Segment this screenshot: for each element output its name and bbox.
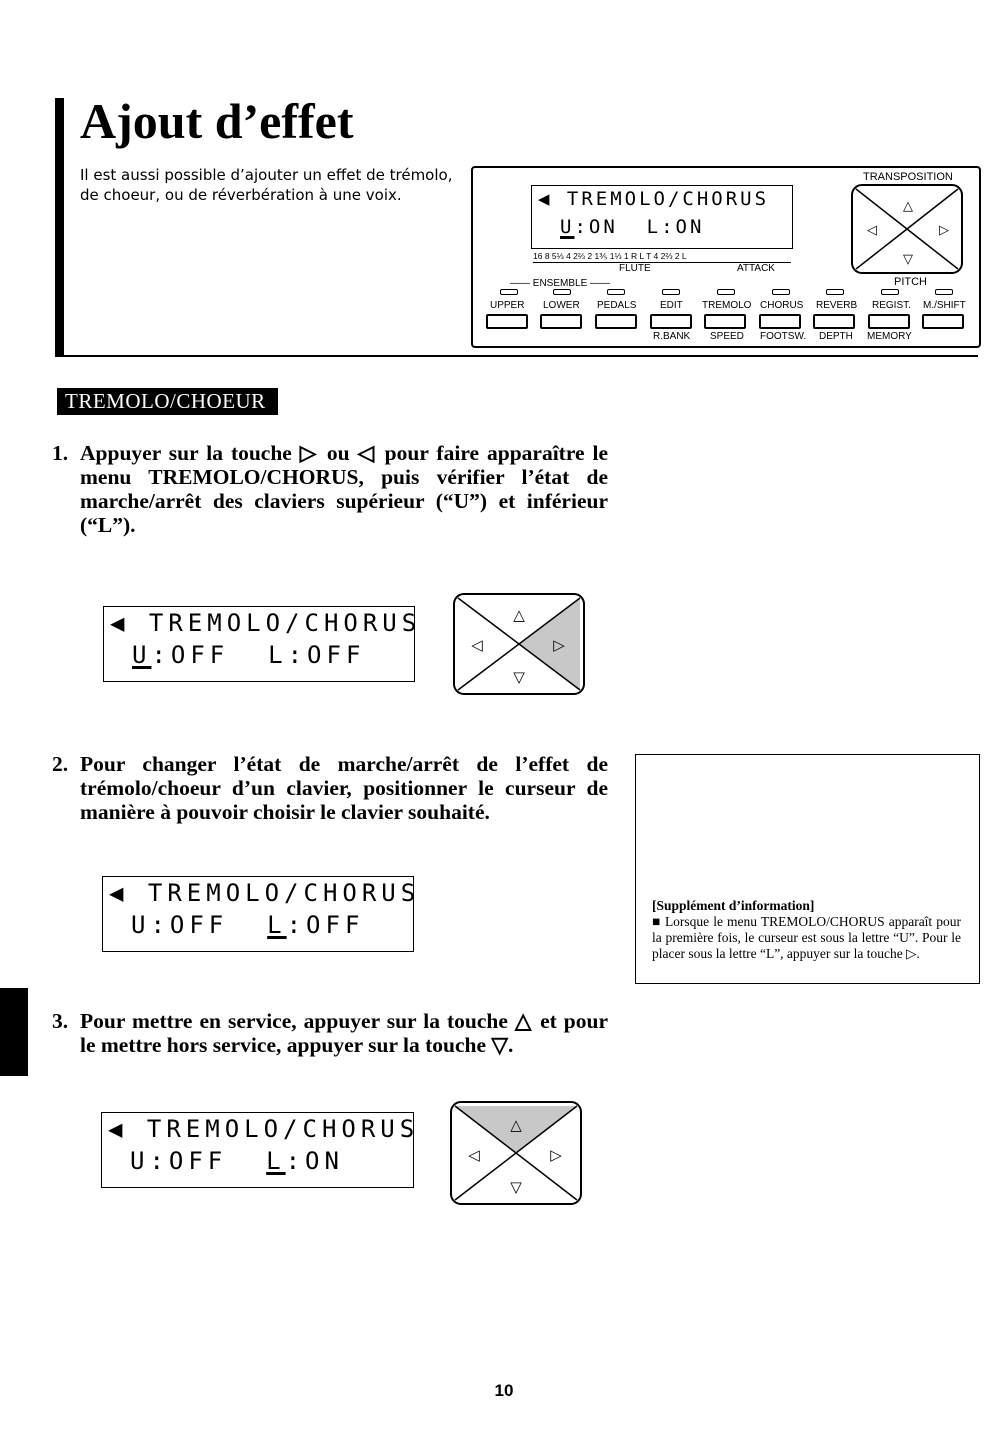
button-label-edit: EDIT <box>660 300 683 311</box>
arrow-pad-step1 <box>452 592 586 696</box>
led <box>881 289 899 295</box>
button-label-regist: REGIST. <box>872 300 911 311</box>
button-label-lower: LOWER <box>543 300 580 311</box>
button-label-tremolo: TREMOLO <box>702 300 752 311</box>
flute-label: FLUTE <box>619 263 651 274</box>
down-icon: ▽ <box>513 668 525 686</box>
tremolo-button[interactable] <box>704 314 746 329</box>
cursor-arrow-icon: ◀ <box>109 879 129 907</box>
transposition-label: TRANSPOSITION <box>863 171 953 183</box>
step-text: Pour mettre en service, appuyer sur la touche △ et pour le mettre hors service, appuyer sur la touche ▽. <box>80 1009 608 1057</box>
led <box>935 289 953 295</box>
side-tab <box>0 988 28 1076</box>
step-3 <box>52 1009 608 1057</box>
led <box>607 289 625 295</box>
cursor-arrow-icon: ◀ <box>110 609 130 637</box>
supplement-heading: [Supplément d’information] <box>652 898 815 913</box>
bullet-icon: ■ <box>652 914 661 929</box>
step-2 <box>52 752 608 824</box>
down-icon: ▽ <box>510 1178 522 1196</box>
pedals-button[interactable] <box>595 314 637 329</box>
intro-text: Il est aussi possible d’ajouter un effet de trémolo, de choeur, ou de réverbération à une voix. <box>80 166 453 204</box>
step-number: 2. <box>52 752 69 776</box>
step-number: 3. <box>52 1009 69 1033</box>
panel-lcd <box>531 185 793 249</box>
button-label-pedals: PEDALS <box>597 300 637 311</box>
reverb-button[interactable] <box>813 314 855 329</box>
pitch-label: PITCH <box>894 276 927 288</box>
button-label-upper: UPPER <box>490 300 525 311</box>
button-sublabel-footsw: FOOTSW. <box>760 331 807 342</box>
panel-arrow-pad <box>850 183 964 275</box>
led <box>500 289 518 295</box>
led <box>662 289 680 295</box>
panel-lcd-line1: ◀ TREMOLO/CHORUS <box>538 188 770 210</box>
step-1 <box>52 441 608 537</box>
up-icon: △ <box>510 1116 522 1134</box>
mshift-button[interactable] <box>922 314 964 329</box>
edit-button[interactable] <box>650 314 692 329</box>
supplement-body: Lorsque le menu TREMOLO/CHORUS apparaît pour la première fois, le curseur est sous la lettre “U”. Pour le placer sous la lettre “L”, appuyer sur la touche ▷. <box>652 914 962 961</box>
down-icon: ▽ <box>903 252 913 267</box>
step-text: Pour changer l’état de marche/arrêt de l’effet de trémolo/choeur d’un clavier, positionner le curseur de manière à pouvoir choisir le clavier souhaité. <box>80 752 608 824</box>
header-rule <box>55 355 978 357</box>
button-sublabel-memory: MEMORY <box>867 331 912 342</box>
header-bar <box>55 98 64 356</box>
section-header: TREMOLO/CHOEUR <box>57 388 278 415</box>
led <box>553 289 571 295</box>
upper-button[interactable] <box>486 314 528 329</box>
lcd-display-step2: ◀ TREMOLO/CHORUS U:OFF L:OFF <box>102 876 414 952</box>
panel-lcd-line2: U:ON L:ON <box>560 216 705 238</box>
led <box>717 289 735 295</box>
up-icon: △ <box>903 199 913 214</box>
regist-button[interactable] <box>868 314 910 329</box>
led <box>772 289 790 295</box>
button-label-mshift: M./SHIFT <box>923 300 966 311</box>
right-icon: ▷ <box>553 636 565 654</box>
left-icon: ◁ <box>471 636 483 654</box>
lcd-display-step3: ◀ TREMOLO/CHORUS U:OFF L:ON <box>101 1112 414 1188</box>
right-icon: ▷ <box>550 1146 562 1164</box>
led <box>826 289 844 295</box>
ensemble-label: —— ENSEMBLE —— <box>510 278 611 289</box>
arrow-pad-step3 <box>449 1100 583 1206</box>
supplement-text <box>652 898 961 962</box>
lower-button[interactable] <box>540 314 582 329</box>
left-icon: ◁ <box>867 223 877 238</box>
page-number: 10 <box>494 1381 514 1400</box>
right-icon: ▷ <box>939 223 949 238</box>
chorus-button[interactable] <box>759 314 801 329</box>
button-sublabel-depth: DEPTH <box>819 331 853 342</box>
footage-scale: 16 8 5⅓ 4 2⅔ 2 1⅗ 1⅓ 1 R L T 4 2⅔ 2 L <box>533 251 687 261</box>
lcd-display-step1: ◀ TREMOLO/CHORUS U:OFF L:OFF <box>103 606 415 682</box>
attack-label: ATTACK <box>737 263 775 274</box>
button-sublabel-rbank: R.BANK <box>653 331 691 342</box>
page-title: Ajout d’effet <box>80 93 354 149</box>
button-label-chorus: CHORUS <box>760 300 804 311</box>
step-number: 1. <box>52 441 69 465</box>
left-icon: ◁ <box>468 1146 480 1164</box>
step-text: Appuyer sur la touche ▷ ou ◁ pour faire apparaître le menu TREMOLO/CHORUS, puis vérifier l’état de marche/arrêt des claviers supérieur (“U”) et inférieur (“L”). <box>80 441 608 537</box>
up-icon: △ <box>513 606 525 624</box>
cursor-arrow-icon: ◀ <box>108 1115 128 1143</box>
cursor-arrow-icon: ◀ <box>538 188 553 210</box>
button-sublabel-speed: SPEED <box>710 331 744 342</box>
button-label-reverb: REVERB <box>816 300 858 311</box>
